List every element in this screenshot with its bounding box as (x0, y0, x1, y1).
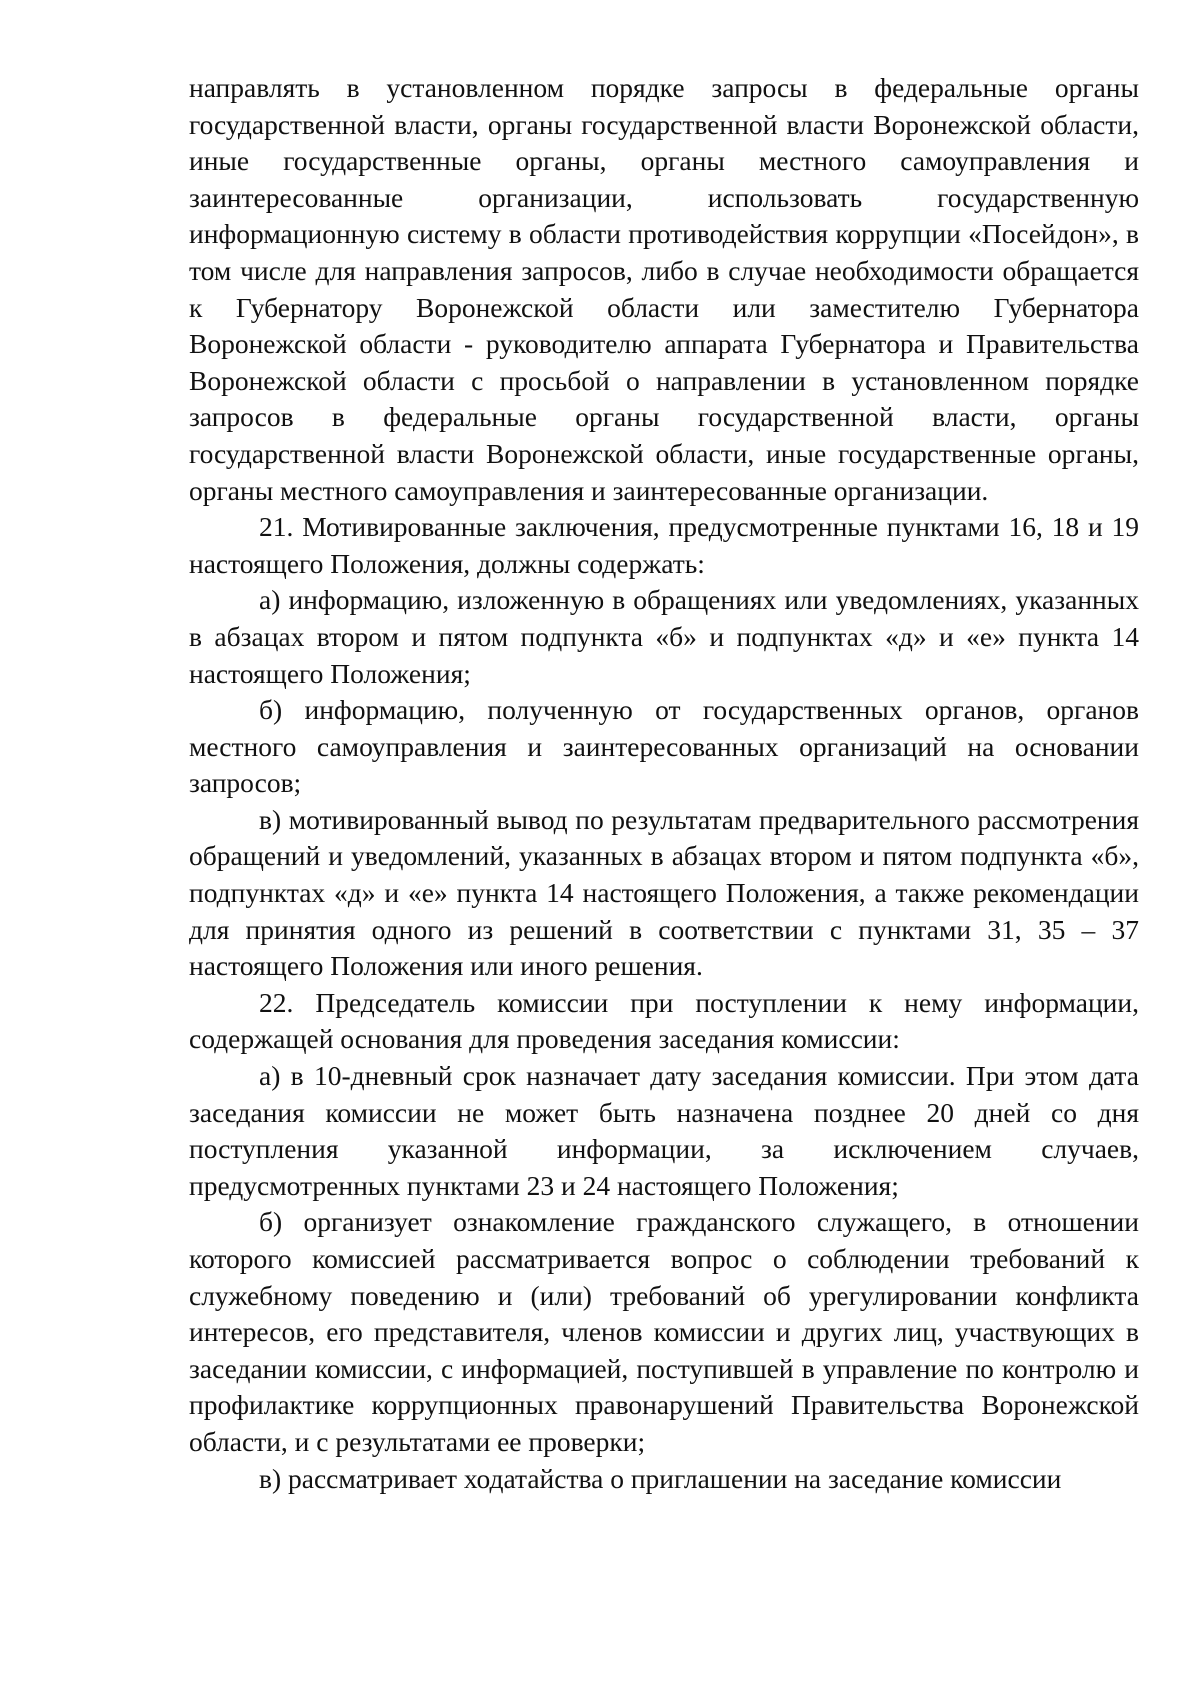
paragraph-22-v: в) рассматривает ходатайства о приглашении на заседание комиссии (259, 1462, 1062, 1494)
paragraph-item-21: 21. Мотивированные заключения, предусмотренные пунктами 16, 18 и 19 настоящего Положения, должны содержать: (189, 511, 1139, 579)
paragraph-22-b: б) организует ознакомление гражданского служащего, в отношении которого комиссией рассматривается вопрос о соблюдении требований к служебному поведению и (или) требований об урегулировании конфликта интересов, его представителя, членов комиссии и других лиц, участвующих в заседании комиссии, с информацией, поступившей в управление по контролю и профилактике коррупционных правонарушений Правительства Воронежской области, и с результатами ее проверки; (189, 1206, 1139, 1457)
paragraph-21-a: а) информацию, изложенную в обращениях или уведомлениях, указанных в абзацах втором и пятом подпункта «б» и подпунктах «д» и «е» пункта 14 настоящего Положения; (189, 584, 1139, 689)
paragraph-22-a: а) в 10-дневный срок назначает дату заседания комиссии. При этом дата заседания комиссии не может быть назначена позднее 20 дней со дня поступления указанной информации, за исключением случаев, предусмотренных пунктами 23 и 24 настоящего Положения; (189, 1060, 1139, 1201)
paragraph-21-v: в) мотивированный вывод по результатам предварительного рассмотрения обращений и уведомлений, указанных в абзацах втором и пятом подпункта «б», подпунктах «д» и «е» пункта 14 настоящего Положения, а также рекомендации для принятия одного из решений в соответствии с пунктами 31, 35 – 37 настоящего Положения или иного решения. (189, 803, 1139, 982)
document-page (189, 70, 1139, 1497)
paragraph-21-b: б) информацию, полученную от государственных органов, органов местного самоуправления и заинтересованных организаций на основании запросов; (189, 694, 1139, 799)
paragraph-continuation: направлять в установленном порядке запросы в федеральные органы государственной власти, органы государственной власти Воронежской области, иные государственные органы, органы местного самоуправления и заинтересованные организации, использовать государственную информационную систему в области противодействия коррупции «Посейдон», в том числе для направления запросов, либо в случае необходимости обращается к Губернатору Воронежской области или заместителю Губернатора Воронежской области - руководителю аппарата Губернатора и Правительства Воронежской области с просьбой о направлении в установленном порядке запросов в федеральные органы государственной власти, органы государственной власти Воронежской области, иные государственные органы, органы местного самоуправления и заинтересованные организации. (189, 72, 1139, 506)
paragraph-item-22: 22. Председатель комиссии при поступлении к нему информации, содержащей основания для проведения заседания комиссии: (189, 986, 1139, 1055)
